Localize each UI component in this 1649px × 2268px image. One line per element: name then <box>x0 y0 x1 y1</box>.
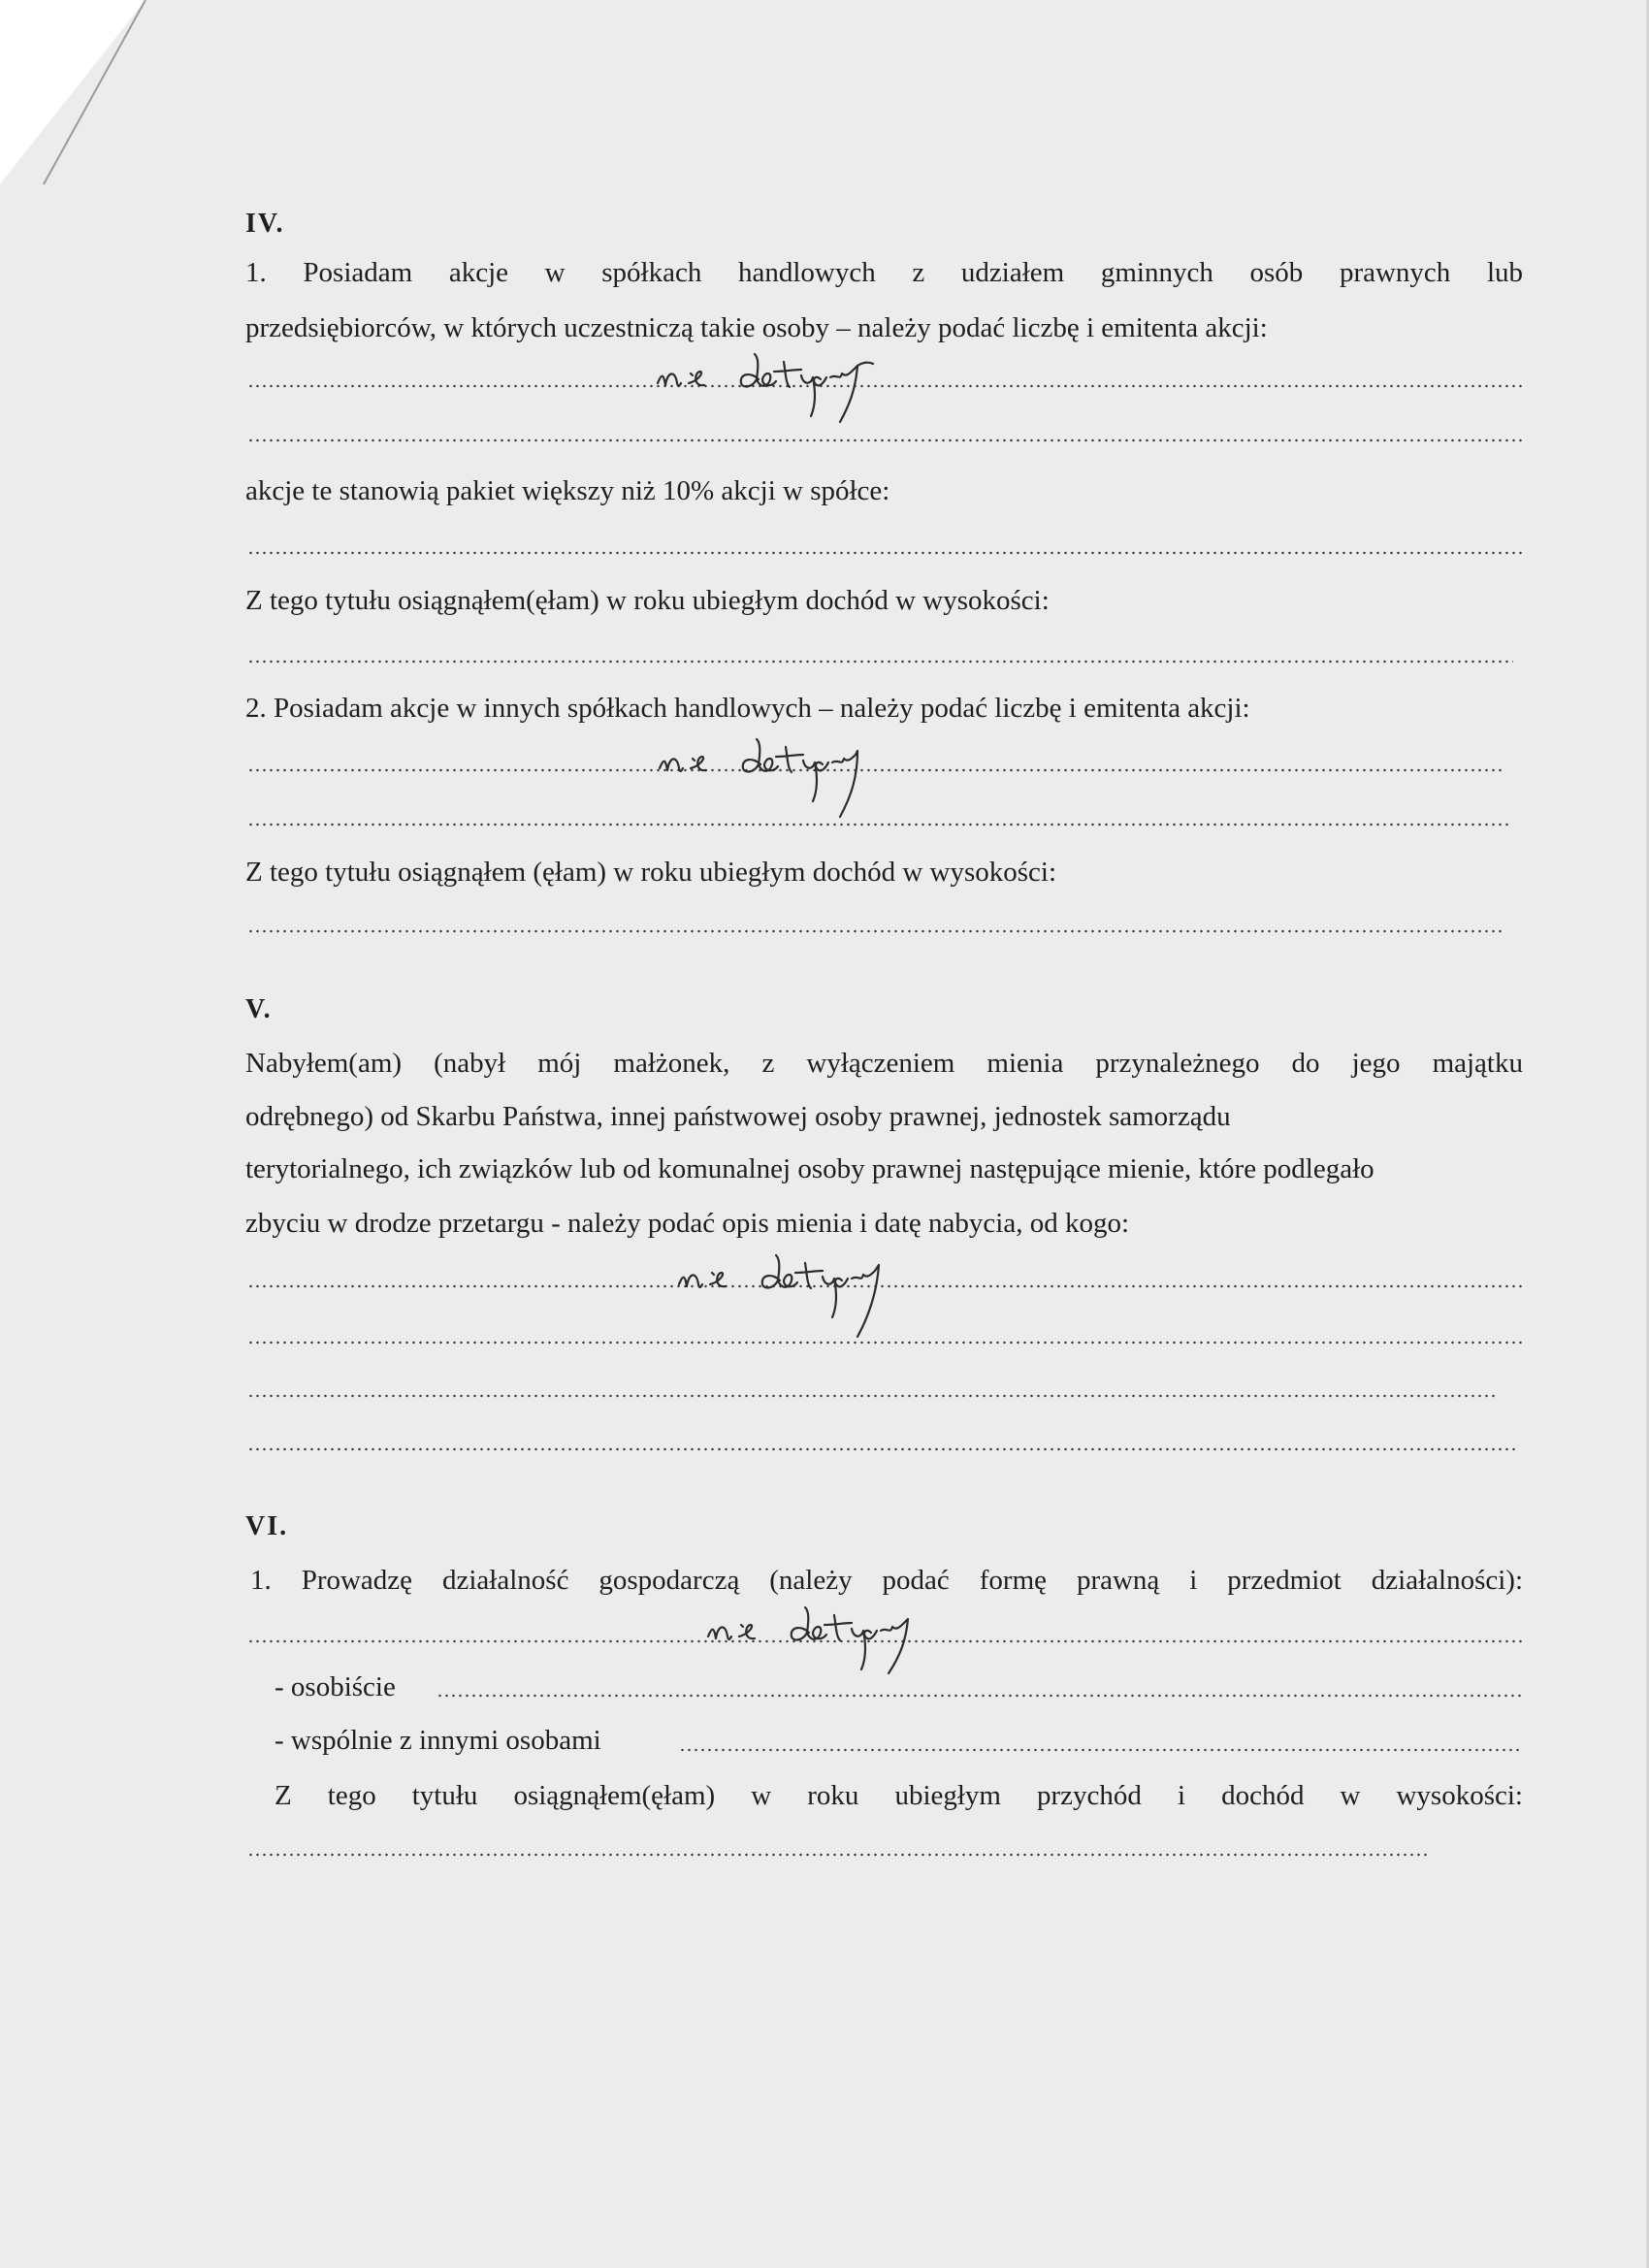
jointly-label: - wspólnie z innymi osobami <box>275 1725 601 1756</box>
answer-line <box>247 929 1504 933</box>
answer-line <box>436 1694 1523 1698</box>
corner-edge <box>0 0 155 194</box>
income-text-2: Z tego tytułu osiągnąłem (ęłam) w roku ubiegłym dochód w wysokości: <box>245 857 1057 888</box>
answer-line <box>247 1341 1523 1345</box>
handwritten-answer <box>698 1596 1009 1693</box>
section-iv-item1-line2: przedsiębiorców, w których uczestniczą takie osoby – należy podać liczbę i emitenta akcji: <box>245 312 1268 343</box>
answer-line <box>247 438 1523 442</box>
section-vi-income: Z tego tytułu osiągnąłem(ęłam) w roku ubiegłym przychód i dochód w wysokości: <box>275 1780 1523 1811</box>
answer-line <box>247 1447 1518 1451</box>
section-vi-heading: VI. <box>245 1511 289 1541</box>
handwritten-answer <box>650 344 980 432</box>
answer-line <box>247 823 1508 826</box>
section-v-line3: terytorialnego, ich związków lub od komunalnej osoby prawnej następujące mienie, które podlegało <box>245 1153 1374 1184</box>
section-v-line2: odrębnego) od Skarbu Państwa, innej państwowej osoby prawnej, jednostek samorządu <box>245 1101 1231 1132</box>
handwritten-answer <box>650 728 960 825</box>
answer-line <box>247 660 1513 664</box>
section-v-line1: Nabyłem(am) (nabył mój małżonek, z wyłączeniem mienia przynależnego do jego majątku <box>245 1048 1523 1079</box>
section-iv-item1-line1: 1. Posiadam akcje w spółkach handlowych z udziałem gminnych osób prawnych lub <box>245 257 1523 288</box>
section-v-line4: zbyciu w drodze przetargu - należy podać opis mienia i datę nabycia, od kogo: <box>245 1208 1130 1239</box>
answer-line <box>247 551 1523 555</box>
section-iv-heading: IV. <box>245 209 285 239</box>
handwritten-answer <box>669 1244 980 1341</box>
answer-line <box>679 1748 1523 1752</box>
income-text-1: Z tego tytułu osiągnąłem(ęłam) w roku ubiegłym dochód w wysokości: <box>245 585 1050 616</box>
section-iv-item2: 2. Posiadam akcje w innych spółkach handlowych – należy podać liczbę i emitenta akcji: <box>245 693 1250 724</box>
answer-line <box>247 1853 1431 1857</box>
section-vi-item1: 1. Prowadzę działalność gospodarczą (należy podać formę prawną i przedmiot działalności): <box>250 1565 1523 1596</box>
package-text: akcje te stanowią pakiet większy niż 10% akcji w spółce: <box>245 475 890 506</box>
personally-label: - osobiście <box>275 1671 396 1702</box>
section-v-heading: V. <box>245 994 273 1024</box>
answer-line <box>247 1394 1499 1398</box>
